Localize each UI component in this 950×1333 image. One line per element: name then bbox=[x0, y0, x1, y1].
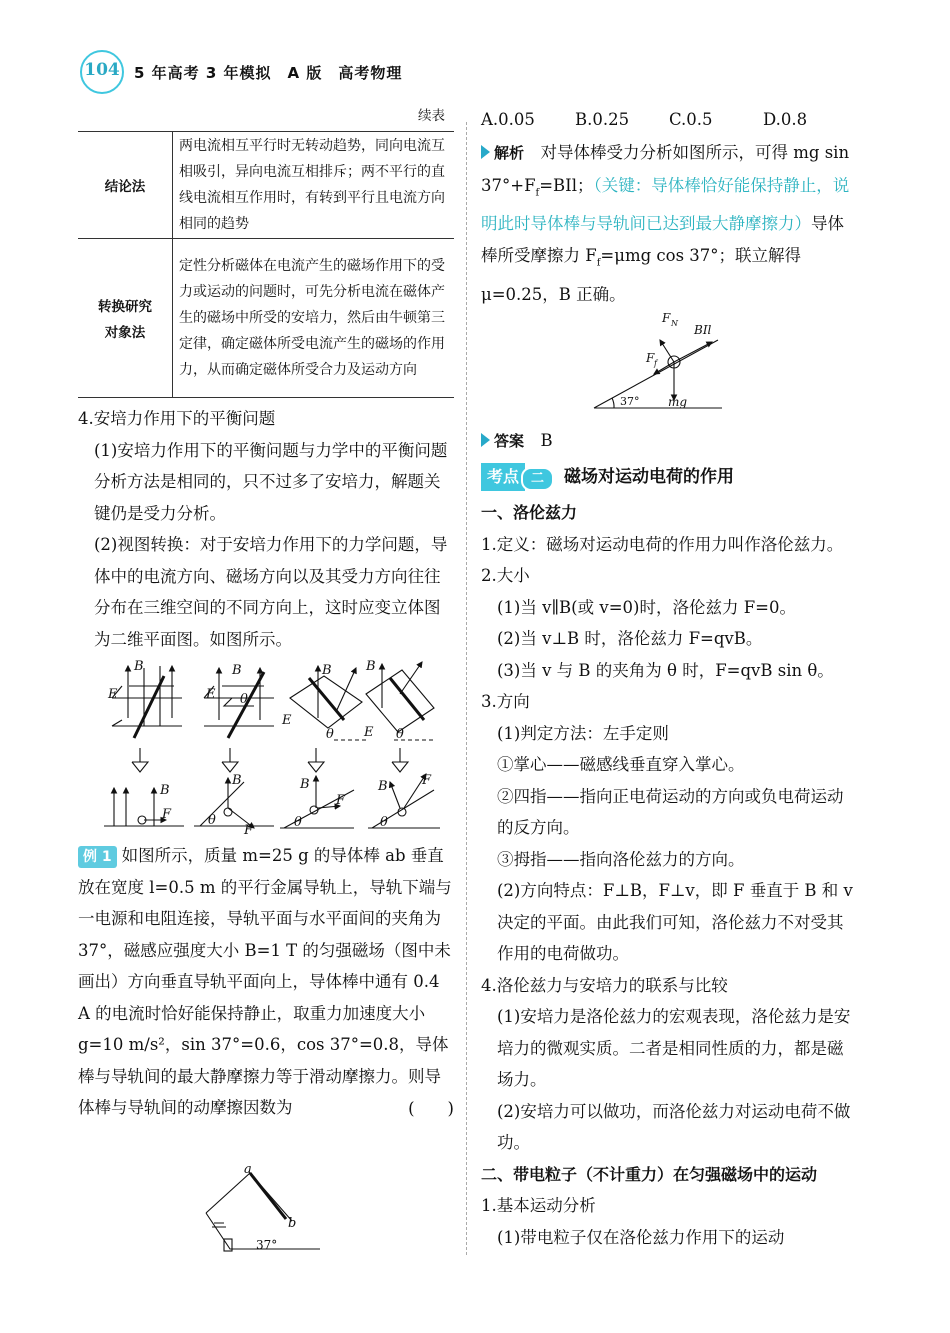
label-angle: 37° bbox=[256, 1238, 278, 1252]
label-FN-sub: N bbox=[671, 319, 678, 328]
answer bbox=[481, 425, 856, 458]
method-cell: 结论法 bbox=[78, 132, 173, 239]
label-F: F bbox=[336, 793, 346, 808]
label-B: B bbox=[300, 777, 310, 792]
paragraph: ③拇指——指向洛伦兹力的方向。 bbox=[497, 849, 745, 869]
paragraph: (1)当 v∥B(或 v=0)时，洛伦兹力 F=0。 bbox=[497, 597, 796, 617]
paragraph: (2)当 v⊥B 时，洛伦兹力 F=qvB。 bbox=[497, 629, 763, 648]
label-Ff-sub: f bbox=[654, 359, 657, 368]
method-cell bbox=[78, 239, 173, 398]
example-badge: 例 1 bbox=[78, 846, 117, 868]
page-number: 104 bbox=[84, 60, 120, 80]
analysis bbox=[481, 137, 856, 310]
label-a: a bbox=[244, 1163, 252, 1177]
answer-paren: ( ) bbox=[408, 1098, 454, 1118]
paragraph: (1)安培力作用下的平衡问题与力学中的平衡问题分析方法是相同的，只不过多了安培力，解题关键仍是受力分析。 bbox=[94, 440, 448, 523]
paragraph: (2)方向特点：F⊥B，F⊥v，即 F 垂直于 B 和 v 决定的平面。由此我们可知，洛伦兹力不对受其作用的电荷做功。 bbox=[497, 881, 853, 963]
desc-cell: 两电流相互平行时无转动趋势，同向电流互相吸引，异向电流互相排斥；两不平行的直线电流相互作用时，有转到平行且电流方向相同的趋势 bbox=[173, 132, 455, 239]
options bbox=[481, 104, 856, 136]
paragraph: 1.基本运动分析 bbox=[481, 1196, 596, 1215]
label-mg: mg bbox=[668, 395, 688, 409]
label-B: B bbox=[160, 783, 170, 798]
view-conversion-figure bbox=[104, 658, 440, 836]
paragraph: 1.定义：磁场对运动电荷的作用力叫作洛伦兹力。 bbox=[481, 534, 844, 554]
paragraph: 3.方向 bbox=[481, 692, 530, 711]
analysis-text: =μmg cos 37°；联立解得 μ=0.25，B 正确。 bbox=[481, 245, 802, 304]
kaodian-title: 磁场对运动电荷的作用 bbox=[564, 467, 735, 487]
label-theta: θ bbox=[396, 727, 404, 742]
label-F: F bbox=[422, 773, 432, 788]
label-E: E bbox=[282, 713, 292, 728]
subscript-f: f bbox=[535, 186, 540, 198]
subscript-f: f bbox=[596, 257, 601, 269]
table-row bbox=[78, 132, 454, 239]
analysis-text: 对导体棒受力分析如图所示，可得 mg sin 37°+F bbox=[481, 143, 850, 195]
label-E: E bbox=[206, 687, 216, 702]
option-b[interactable]: B.0.25 bbox=[575, 110, 630, 129]
paragraph: (2)安培力可以做功，而洛伦兹力对运动电荷不做功。 bbox=[497, 1101, 851, 1152]
label-B: B bbox=[366, 659, 376, 674]
example-text: 如图所示，质量 m=25 g 的导体棒 ab 垂直放在宽度 l=0.5 m 的平行金属导轨上，导轨下端与一电源和电阻连接，导轨平面与水平面间的夹角为 37°，磁感应强度大小 B=1 T 的匀强磁场（图中未画出）方向垂直导轨平面向上，导体棒中通有 0.4 A 的电流时恰好能保持静止，取重力加速度大小 g=10 m/s²，sin 37°=0.6，cos 37°=0.8，导体棒与导轨间的最大静摩擦力等于滑动摩擦力。则导体棒与导轨间的动摩擦因数为 bbox=[78, 846, 452, 1117]
answer-label: 答案 bbox=[494, 432, 525, 450]
label-theta: θ bbox=[208, 813, 216, 828]
label-FN: F bbox=[662, 311, 671, 325]
method-line: 对象法 bbox=[104, 325, 146, 341]
label-B: B bbox=[232, 663, 242, 678]
label-theta: θ bbox=[326, 727, 334, 742]
label-B: B bbox=[232, 773, 242, 788]
example-1 bbox=[78, 840, 454, 1124]
label-theta: θ bbox=[380, 815, 388, 830]
paragraph: ②四指——指向正电荷运动的方向或负电荷运动的反方向。 bbox=[497, 786, 844, 837]
label-theta: θ bbox=[294, 815, 302, 830]
kaodian-number: 二 bbox=[521, 467, 554, 491]
desc-cell: 定性分析磁体在电流产生的磁场作用下的受力或运动的问题时，可先分析电流在磁体产生的磁场中所受的安培力，然后由牛顿第三定律，确定磁体所受电流产生的磁场的作用力，从而确定磁体所受合力及运动方向 bbox=[173, 239, 455, 398]
option-a[interactable]: A.0.05 bbox=[481, 110, 535, 129]
label-B: B bbox=[134, 659, 144, 674]
book-title: 5 年高考 3 年模拟 A 版 高考物理 bbox=[134, 64, 403, 82]
option-d[interactable]: D.0.8 bbox=[763, 110, 808, 129]
force-diagram bbox=[590, 304, 730, 416]
label-E: E bbox=[364, 725, 374, 740]
paragraph: ①掌心——磁感线垂直穿入掌心。 bbox=[497, 755, 745, 774]
option-c[interactable]: C.0.5 bbox=[669, 110, 713, 129]
kaodian-label: 考点 bbox=[481, 463, 525, 491]
paragraph: (1)带电粒子仅在洛伦兹力作用下的运动 bbox=[497, 1227, 785, 1247]
rail-figure bbox=[200, 1163, 330, 1259]
label-theta: θ bbox=[240, 692, 248, 707]
triangle-icon bbox=[481, 145, 490, 159]
answer-value: B bbox=[540, 431, 553, 450]
method-table bbox=[78, 131, 454, 398]
paragraph: (3)当 v 与 B 的夹角为 θ 时，F=qvB sin θ。 bbox=[497, 660, 834, 680]
section-title: 4.安培力作用下的平衡问题 bbox=[78, 409, 276, 428]
label-F: F bbox=[244, 823, 254, 836]
right-content bbox=[481, 497, 856, 1253]
table-row bbox=[78, 239, 454, 398]
paragraph: 4.洛伦兹力与安培力的联系与比较 bbox=[481, 975, 728, 995]
column-divider bbox=[466, 122, 467, 1255]
method-line: 转换研究 bbox=[98, 299, 152, 315]
section-title: 一、洛伦兹力 bbox=[481, 503, 578, 522]
paragraph: (1)安培力是洛伦兹力的宏观表现，洛伦兹力是安培力的微观实质。二者是相同性质的力，都是磁场力。 bbox=[497, 1007, 851, 1089]
kaodian-heading bbox=[481, 462, 734, 492]
label-Ff: F bbox=[646, 351, 655, 365]
label-angle: 37° bbox=[620, 395, 640, 408]
label-B: B bbox=[322, 663, 332, 678]
label-E: E bbox=[108, 687, 118, 702]
paragraph: 2.大小 bbox=[481, 566, 530, 585]
analysis-text: =BIl； bbox=[539, 175, 594, 195]
analysis-text: 导体棒所受摩擦力 F bbox=[481, 214, 844, 265]
triangle-icon bbox=[481, 433, 490, 447]
paragraph: (1)判定方法：左手定则 bbox=[497, 723, 669, 743]
label-B: B bbox=[378, 779, 388, 794]
label-b: b bbox=[288, 1216, 297, 1231]
analysis-key-note: （关键：导体棒恰好能保持静止，说明此时导体棒与导轨间已达到最大静摩擦力） bbox=[481, 175, 850, 234]
label-BIl: BIl bbox=[694, 323, 712, 337]
left-section-4 bbox=[78, 403, 454, 655]
analysis-label: 解析 bbox=[494, 144, 525, 162]
paragraph: (2)视图转换：对于安培力作用下的力学问题，导体中的电流方向、磁场方向以及其受力方向往往分布在三维空间的不同方向上，这时应变立体图为二维平面图。如图所示。 bbox=[94, 535, 448, 649]
continued-label: 续表 bbox=[418, 108, 445, 124]
section-title: 二、带电粒子（不计重力）在匀强磁场中的运动 bbox=[481, 1164, 818, 1184]
label-F: F bbox=[162, 807, 172, 822]
